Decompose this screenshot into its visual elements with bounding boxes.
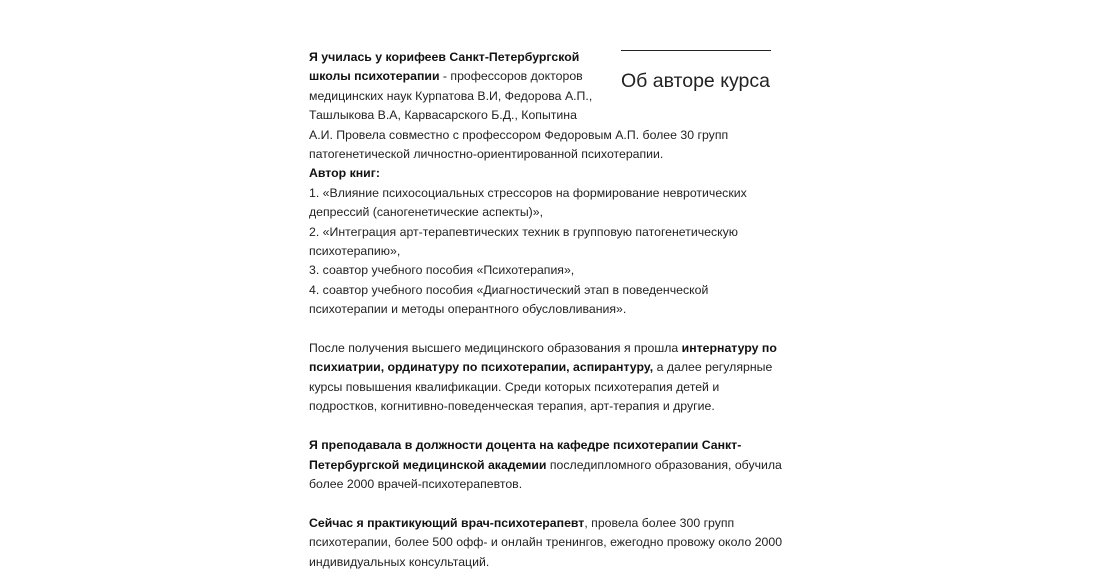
current-bold-1: Сейчас я практикующий врач-психотерапевт bbox=[309, 515, 585, 530]
teaching-text-2: последипломного образования, обучила bbox=[546, 457, 782, 472]
current-text-1: , провела более 300 групп bbox=[584, 515, 735, 530]
author-bio bbox=[309, 48, 789, 572]
current-line-2: психотерапии, более 500 офф- и онлайн тренингов, ежегодно провожу около 2000 bbox=[309, 535, 783, 550]
books-line: 4. соавтор учебного пособия «Диагностический этап в поведенческой bbox=[309, 282, 709, 297]
education-bold-1: интернатуру по bbox=[681, 341, 777, 356]
books-line: психотерапию», bbox=[309, 244, 401, 259]
teaching-line-3: более 2000 врачей-психотерапевтов. bbox=[309, 476, 523, 491]
section-title: Об авторе курса bbox=[621, 70, 770, 92]
education-paragraph bbox=[309, 339, 789, 417]
current-line-3: индивидуальных консультаций. bbox=[309, 554, 490, 569]
books-line: 3. соавтор учебного пособия «Психотерапия», bbox=[309, 263, 575, 278]
intro-text-1: - профессоров докторов bbox=[439, 69, 583, 84]
books-heading: Автор книг: bbox=[309, 166, 380, 181]
books-paragraph bbox=[309, 164, 789, 319]
education-bold-2: психиатрии, ординатуру по психотерапии, аспирантуру, bbox=[309, 360, 654, 375]
teaching-bold-2: Петербургской медицинской академии bbox=[309, 457, 547, 472]
books-line: депрессий (саногенетические аспекты)», bbox=[309, 205, 544, 220]
intro-paragraph bbox=[309, 48, 789, 164]
teaching-bold-1: Я преподавала в должности доцента на кафедре психотерапии Санкт- bbox=[309, 438, 742, 453]
intro-bold-1: Я училась у корифеев Санкт-Петербургской bbox=[309, 50, 580, 64]
intro-line-3: медицинских наук Курпатова В.И, Федорова А.П., bbox=[309, 88, 593, 103]
books-line: 1. «Влияние психосоциальных стрессоров на формирование невротических bbox=[309, 185, 747, 200]
teaching-paragraph bbox=[309, 436, 789, 494]
intro-line-5: А.И. Провела совместно с профессором Федоровым А.П. более 30 групп bbox=[309, 127, 729, 142]
education-text-2: а далее регулярные bbox=[653, 360, 773, 375]
intro-bold-2: школы психотерапии bbox=[309, 69, 440, 84]
books-line: 2. «Интеграция арт-терапевтических техник в групповую патогенетическую bbox=[309, 224, 739, 239]
intro-line-6: патогенетической личностно-ориентированной психотерапии. bbox=[309, 147, 664, 162]
education-line-4: подростков, когнитивно-поведенческая терапия, арт-терапия и другие. bbox=[309, 399, 715, 414]
current-paragraph bbox=[309, 514, 789, 572]
intro-line-4: Ташлыкова В.А, Карвасарского Б.Д., Копытина bbox=[309, 108, 577, 123]
books-line: психотерапии и методы оперантного обусловливания». bbox=[309, 302, 627, 317]
education-line-3: курсы повышения квалификации. Среди которых психотерапия детей и bbox=[309, 379, 720, 394]
education-text-1: После получения высшего медицинского образования я прошла bbox=[309, 341, 682, 356]
